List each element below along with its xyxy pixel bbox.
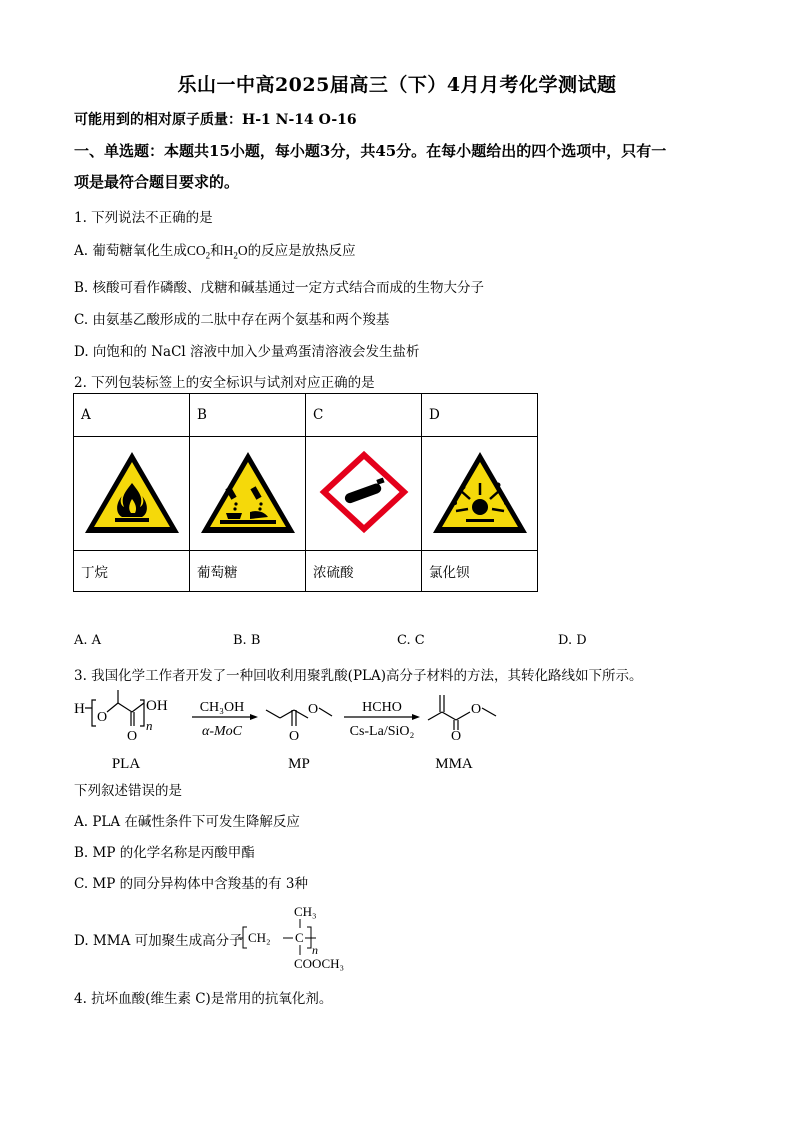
pmma-ch3: CH₃ [294, 904, 317, 919]
mp-label: MP [288, 756, 310, 772]
pla-conversion-scheme [70, 688, 530, 778]
q3-option-c: C. MP 的同分异构体中含羧基的有 3种 [74, 876, 309, 892]
reagent-glucose: 葡萄糖 [190, 551, 306, 592]
explosive-icon [422, 437, 538, 551]
table-header-c: C [306, 394, 422, 437]
q3-option-d: D. MMA 可加聚生成高分子 [74, 933, 243, 949]
mma-label: MMA [435, 756, 473, 772]
catalyst-cs-la: Cs-La/SiO₂ [349, 724, 415, 739]
q3-stem: 3. 我国化学工作者开发了一种回收利用聚乳酸(PLA)高分子材料的方法，其转化路线如下所示。 [74, 668, 643, 684]
q3-prompt: 下列叙述错误的是 [74, 783, 182, 799]
q4-stem: 4. 抗坏血酸(维生素 C)是常用的抗氧化剂。 [74, 991, 333, 1007]
q2-option-c: C. C [397, 633, 425, 648]
q3-option-a: A. PLA 在碱性条件下可发生降解反应 [74, 814, 300, 830]
pla-h: H [74, 701, 85, 717]
section-heading: 一、单选题：本题共15小题，每小题3分，共45分。在每小题给出的四个选项中，只有一 [74, 142, 667, 160]
reagent-methanol: CH₃OH [199, 700, 245, 715]
mma-carbonyl-o: O [451, 729, 462, 744]
hazard-sign-table [73, 393, 538, 592]
q2-option-a: A. A [74, 633, 102, 648]
q1-a-text: A. 葡萄糖氧化生成 [74, 243, 187, 259]
reagent-formaldehyde: HCHO [362, 700, 402, 715]
corrosive-icon [190, 437, 306, 551]
co2-formula: $CO_2$ [186, 243, 211, 261]
pla-carbonyl-o: O [127, 729, 138, 744]
q1-option-a [74, 239, 356, 261]
q1-stem: 1. 下列说法不正确的是 [74, 210, 213, 226]
mma-ester-o: O [471, 702, 482, 717]
pla-ether-o: O [97, 710, 108, 725]
pla-oh: OH [146, 698, 168, 714]
pmma-n: n [312, 943, 318, 957]
flammable-icon [74, 437, 190, 551]
table-header-b: B [190, 394, 306, 437]
q2-stem: 2. 下列包装标签上的安全标识与试剂对应正确的是 [74, 375, 375, 391]
q1-a-post: 的反应是放热反应 [247, 243, 356, 259]
pmma-ch2: CH₂ [248, 930, 271, 945]
q1-option-b: B. 核酸可看作磷酸、戊糖和碱基通过一定方式结合而成的生物大分子 [74, 280, 485, 296]
section-heading-cont: 项是最符合题目要求的。 [74, 173, 240, 191]
pla-label: PLA [111, 756, 141, 772]
q1-option-d: D. 向饱和的 NaCl 溶液中加入少量鸡蛋清溶液会发生盐析 [74, 344, 420, 360]
reagent-butane: 丁烷 [74, 551, 190, 592]
pla-n: n [146, 718, 153, 733]
catalyst-moc: α-MoC [201, 724, 243, 739]
table-header-a: A [74, 394, 190, 437]
q1-a-and: 和 [210, 243, 224, 259]
page-title: 乐山一中高2025届高三（下）4月月考化学测试题 [177, 74, 617, 96]
pmma-cooch3: COOCH₃ [294, 956, 345, 971]
q1-option-c: C. 由氨基乙酸形成的二肽中存在两个氨基和两个羧基 [74, 312, 390, 328]
atomic-mass-note: 可能用到的相对原子质量：H-1 N-14 O-16 [74, 112, 357, 128]
q3-option-b: B. MP 的化学名称是丙酸甲酯 [74, 845, 255, 861]
reagent-sulfuric-acid: 浓硫酸 [306, 551, 422, 592]
h2o-formula: $H_2O$ [223, 243, 248, 261]
pmma-structure [238, 902, 368, 974]
q2-option-b: B. B [233, 633, 261, 648]
pmma-c: C [295, 930, 304, 945]
table-header-d: D [422, 394, 538, 437]
gas-cylinder-icon [306, 437, 422, 551]
mp-carbonyl-o: O [289, 729, 300, 744]
mp-ester-o: O [308, 702, 319, 717]
reagent-barium-chloride: 氯化钡 [422, 551, 538, 592]
q2-option-d: D. D [558, 633, 587, 648]
